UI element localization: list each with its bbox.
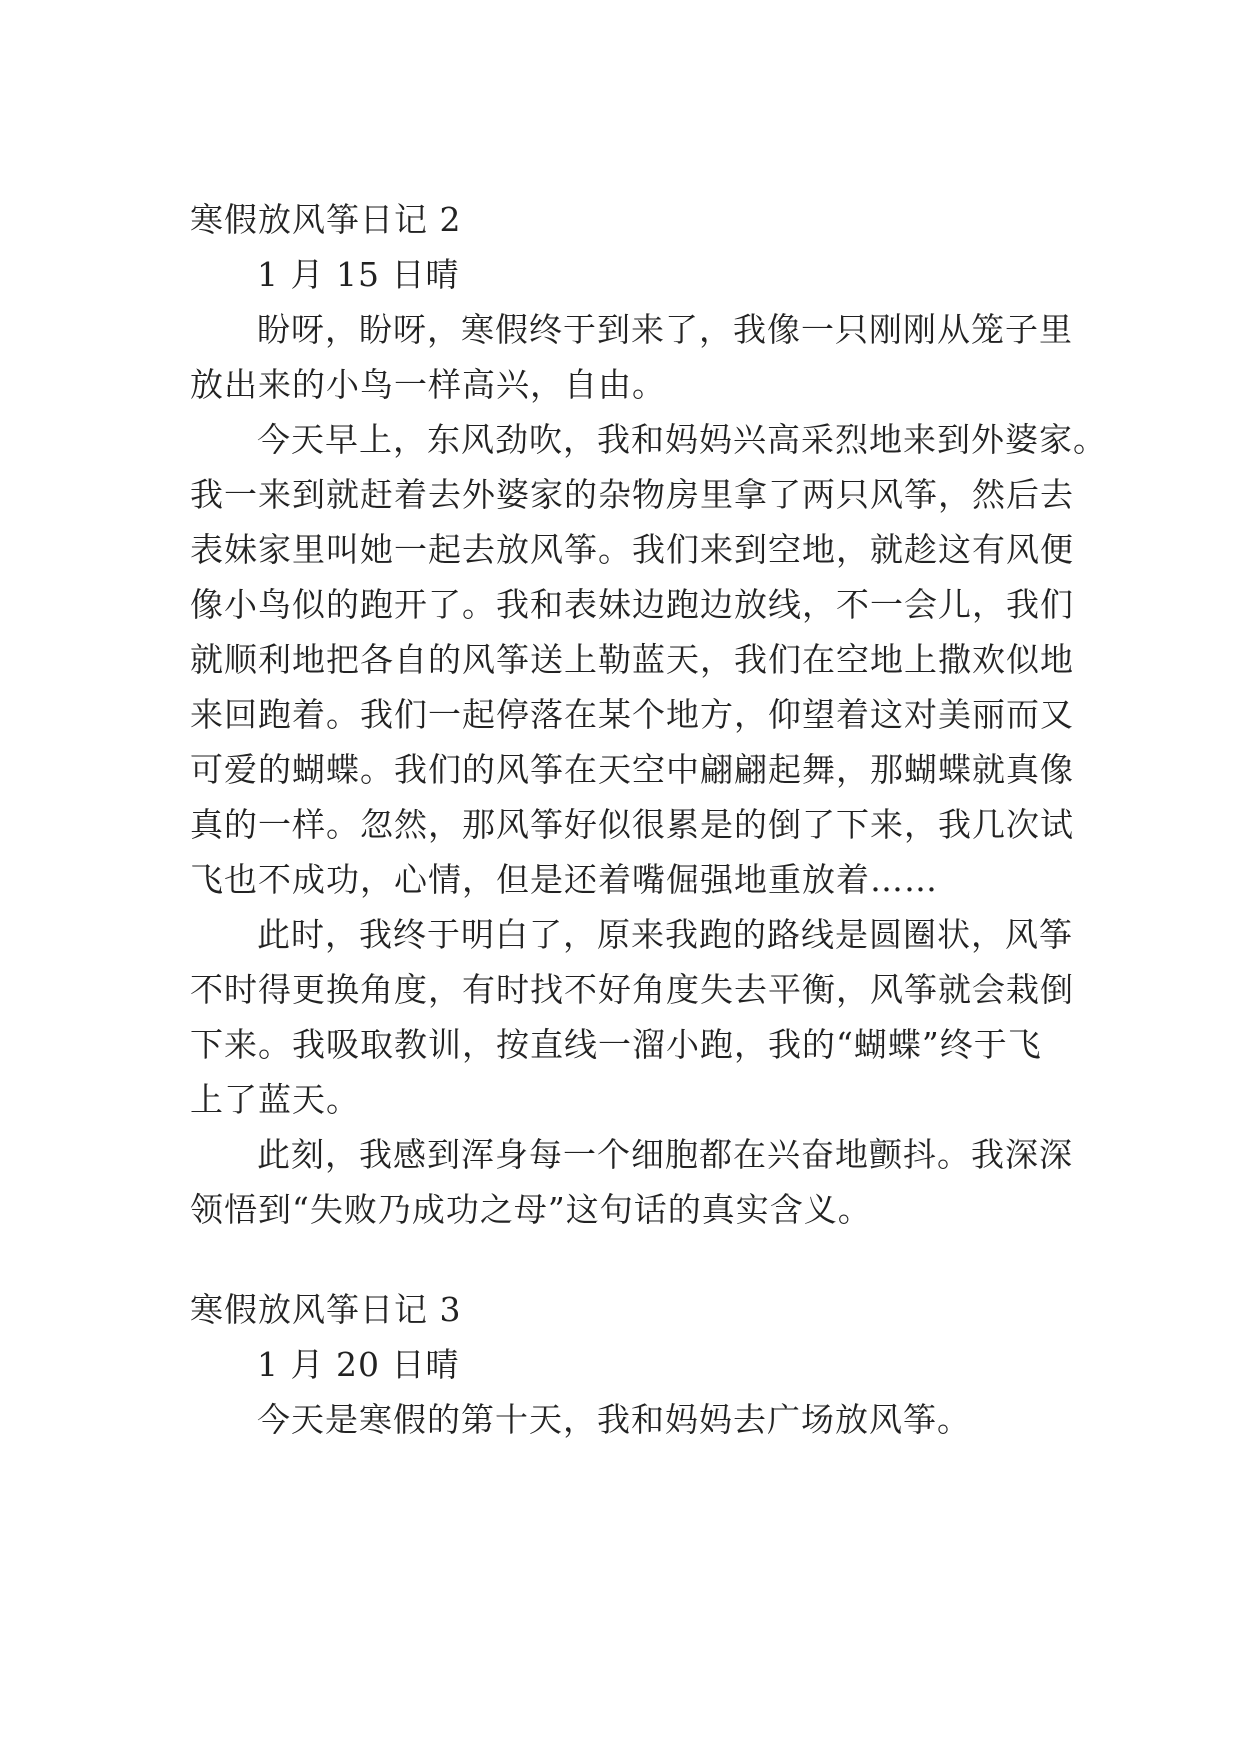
diary-title-3: 寒假放风筝日记 3	[190, 1290, 462, 1329]
paragraph-line: 我一来到就赶着去外婆家的杂物房里拿了两只风筝，然后去	[190, 475, 1074, 514]
paragraph-line: 飞也不成功，心情，但是还着嘴倔强地重放着……	[190, 860, 938, 899]
paragraph-line: 此刻，我感到浑身每一个细胞都在兴奋地颤抖。我深深	[257, 1135, 1073, 1174]
diary-title-2: 寒假放风筝日记 2	[190, 200, 462, 239]
paragraph-line: 放出来的小鸟一样高兴，自由。	[190, 365, 666, 404]
paragraph-line: 盼呀，盼呀，寒假终于到来了，我像一只刚刚从笼子里	[257, 310, 1073, 349]
paragraph-line: 今天是寒假的第十天，我和妈妈去广场放风筝。	[257, 1400, 971, 1439]
paragraph-line: 今天早上，东风劲吹，我和妈妈兴高采烈地来到外婆家。	[257, 420, 1107, 459]
paragraph-line: 像小鸟似的跑开了。我和表妹边跑边放线，不一会儿，我们	[190, 585, 1074, 624]
paragraph-line: 表妹家里叫她一起去放风筝。我们来到空地，就趁这有风便	[190, 530, 1074, 569]
paragraph-line: 真的一样。忽然，那风筝好似很累是的倒了下来，我几次试	[190, 805, 1074, 844]
paragraph-line: 领悟到“失败乃成功之母”这句话的真实含义。	[190, 1190, 872, 1229]
paragraph-line: 此时，我终于明白了，原来我跑的路线是圆圈状，风筝	[257, 915, 1073, 954]
paragraph-line: 上了蓝天。	[190, 1080, 360, 1119]
diary-date-3: 1 月 20 日晴	[257, 1345, 460, 1384]
paragraph-line: 就顺利地把各自的风筝送上勒蓝天，我们在空地上撒欢似地	[190, 640, 1074, 679]
paragraph-line: 来回跑着。我们一起停落在某个地方，仰望着这对美丽而又	[190, 695, 1074, 734]
diary-date-2: 1 月 15 日晴	[257, 255, 460, 294]
paragraph-line: 下来。我吸取教训，按直线一溜小跑，我的“蝴蝶”终于飞	[190, 1025, 1042, 1064]
paragraph-line: 可爱的蝴蝶。我们的风筝在天空中翩翩起舞，那蝴蝶就真像	[190, 750, 1074, 789]
paragraph-line: 不时得更换角度，有时找不好角度失去平衡，风筝就会栽倒	[190, 970, 1074, 1009]
